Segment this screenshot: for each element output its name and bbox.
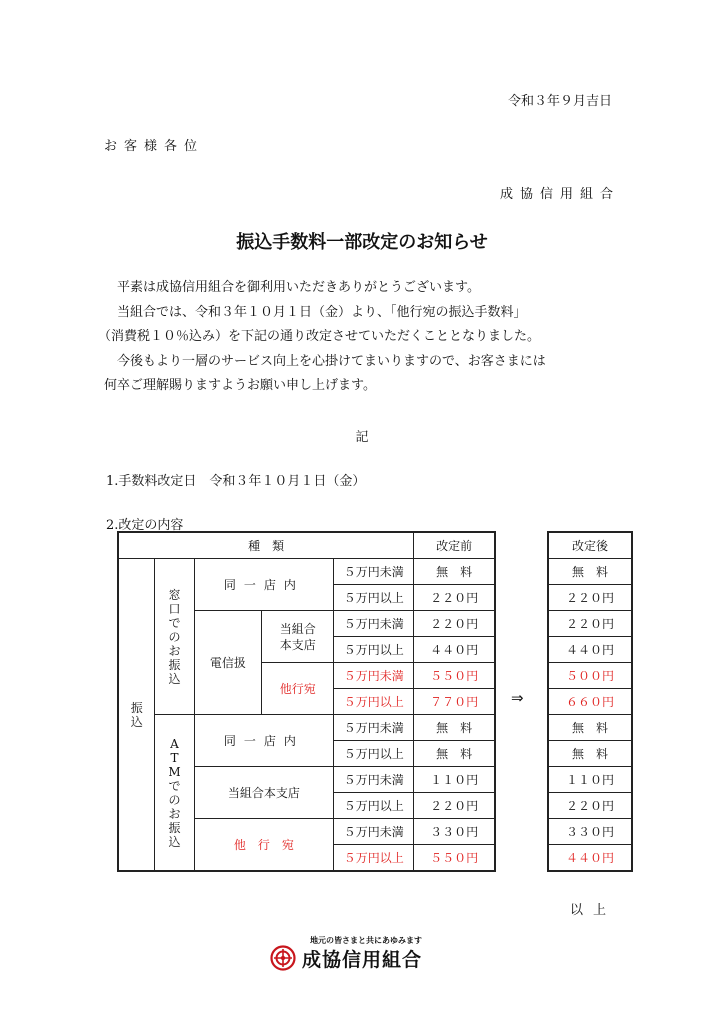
fee-before-11: ３３０円 [414, 819, 495, 845]
table-row [548, 845, 632, 872]
madoguchi-own-branches: 当組合 本支店 [262, 611, 334, 663]
fee-before-8: 無 料 [414, 741, 495, 767]
madoguchi-other-bank: 他行宛 [262, 663, 334, 715]
fee-after-5: ５００円 [548, 663, 632, 689]
fee-before-7: 無 料 [414, 715, 495, 741]
fee-before-12: ５５０円 [414, 845, 495, 872]
amount-under: ５万円未満 [334, 819, 414, 845]
amount-under: ５万円未満 [334, 767, 414, 793]
fee-after-9: １１０円 [548, 767, 632, 793]
fee-table-before [117, 531, 496, 872]
closing-ijou: 以上 [569, 903, 616, 918]
document-date: 令和３年９月吉日 [507, 94, 612, 109]
revision-date-item: 1.手数料改定日 令和３年１０月１日（金） [106, 474, 366, 489]
page-title: 振込手数料一部改定のお知らせ [236, 232, 488, 253]
amount-under: ５万円未満 [334, 611, 414, 637]
table-row [548, 611, 632, 637]
fee-after-11: ３３０円 [548, 819, 632, 845]
revision-content-item: 2.改定の内容 [106, 518, 184, 533]
fee-before-6: ７７０円 [414, 689, 495, 715]
fee-before-5: ５５０円 [414, 663, 495, 689]
madoguchi-label: 窓口でのお振込 [155, 559, 194, 715]
body-text [98, 276, 624, 399]
table-row [118, 715, 495, 741]
arrow-icon: ⇒ [511, 689, 524, 707]
fee-before-4: ４４０円 [414, 637, 495, 663]
amount-under: ５万円未満 [334, 559, 414, 585]
union-emblem-icon [270, 945, 296, 971]
table-row [548, 585, 632, 611]
logo-name: 成協信用組合 [302, 949, 423, 971]
fee-before-3: ２２０円 [414, 611, 495, 637]
addressee: お客様各位 [104, 139, 205, 154]
amount-over: ５万円以上 [334, 793, 414, 819]
fee-after-4: ４４０円 [548, 637, 632, 663]
amount-over: ５万円以上 [334, 637, 414, 663]
fee-after-2: ２２０円 [548, 585, 632, 611]
table-row [548, 793, 632, 819]
table-row [548, 532, 632, 559]
header-kind: 種 類 [118, 532, 414, 559]
fee-after-7: 無 料 [548, 715, 632, 741]
table-row [118, 559, 495, 585]
table-row [548, 741, 632, 767]
body-paragraph-3-cont: 何卒ご理解賜りますようお願い申し上げます。 [104, 378, 376, 393]
fee-after-3: ２２０円 [548, 611, 632, 637]
atm-same-branch: 同一店内 [194, 715, 334, 767]
atm-other-bank: 他 行 宛 [194, 819, 334, 872]
header-after: 改定後 [548, 532, 632, 559]
atm-label: ATMでのお振込 [155, 715, 194, 872]
denshin-label: 電信扱 [194, 611, 262, 715]
union-logo [270, 935, 460, 975]
body-paragraph-3: 今後もより一層のサービス向上を心掛けてまいりますので、お客さまには [117, 353, 546, 369]
ki-marker: 記 [355, 430, 369, 445]
table-row [548, 715, 632, 741]
table-row [548, 559, 632, 585]
fee-table-after [547, 531, 633, 872]
atm-own-branches: 当組合本支店 [194, 767, 334, 819]
fee-before-9: １１０円 [414, 767, 495, 793]
body-paragraph-2-cont: （消費税１０％込み）を下記の通り改定させていただくこととなりました。 [98, 329, 541, 344]
fee-after-10: ２２０円 [548, 793, 632, 819]
amount-over: ５万円以上 [334, 585, 414, 611]
fee-before-10: ２２０円 [414, 793, 495, 819]
table-row [548, 663, 632, 689]
amount-over: ５万円以上 [334, 689, 414, 715]
madoguchi-same-branch: 同一店内 [194, 559, 334, 611]
header-before: 改定前 [414, 532, 495, 559]
fee-after-8: 無 料 [548, 741, 632, 767]
amount-over: ５万円以上 [334, 845, 414, 872]
table-row [548, 689, 632, 715]
sender-name: 成協信用組合 [499, 187, 620, 202]
fee-after-1: 無 料 [548, 559, 632, 585]
amount-under: ５万円未満 [334, 715, 414, 741]
fee-before-1: 無 料 [414, 559, 495, 585]
table-row [118, 532, 495, 559]
amount-under: ５万円未満 [334, 663, 414, 689]
body-paragraph-2: 当組合では、令和３年１０月１日（金）より、「他行宛の振込手数料」 [117, 304, 527, 320]
furikomi-label: 振込 [118, 559, 155, 872]
table-row [548, 637, 632, 663]
amount-over: ５万円以上 [334, 741, 414, 767]
fee-before-2: ２２０円 [414, 585, 495, 611]
table-row [548, 819, 632, 845]
fee-after-6: ６６０円 [548, 689, 632, 715]
fee-after-12: ４４０円 [548, 845, 632, 872]
logo-tagline: 地元の皆さまと共にあゆみます [310, 936, 422, 945]
body-paragraph-1: 平素は成協信用組合を御利用いただきありがとうございます。 [117, 280, 480, 295]
table-row [548, 767, 632, 793]
